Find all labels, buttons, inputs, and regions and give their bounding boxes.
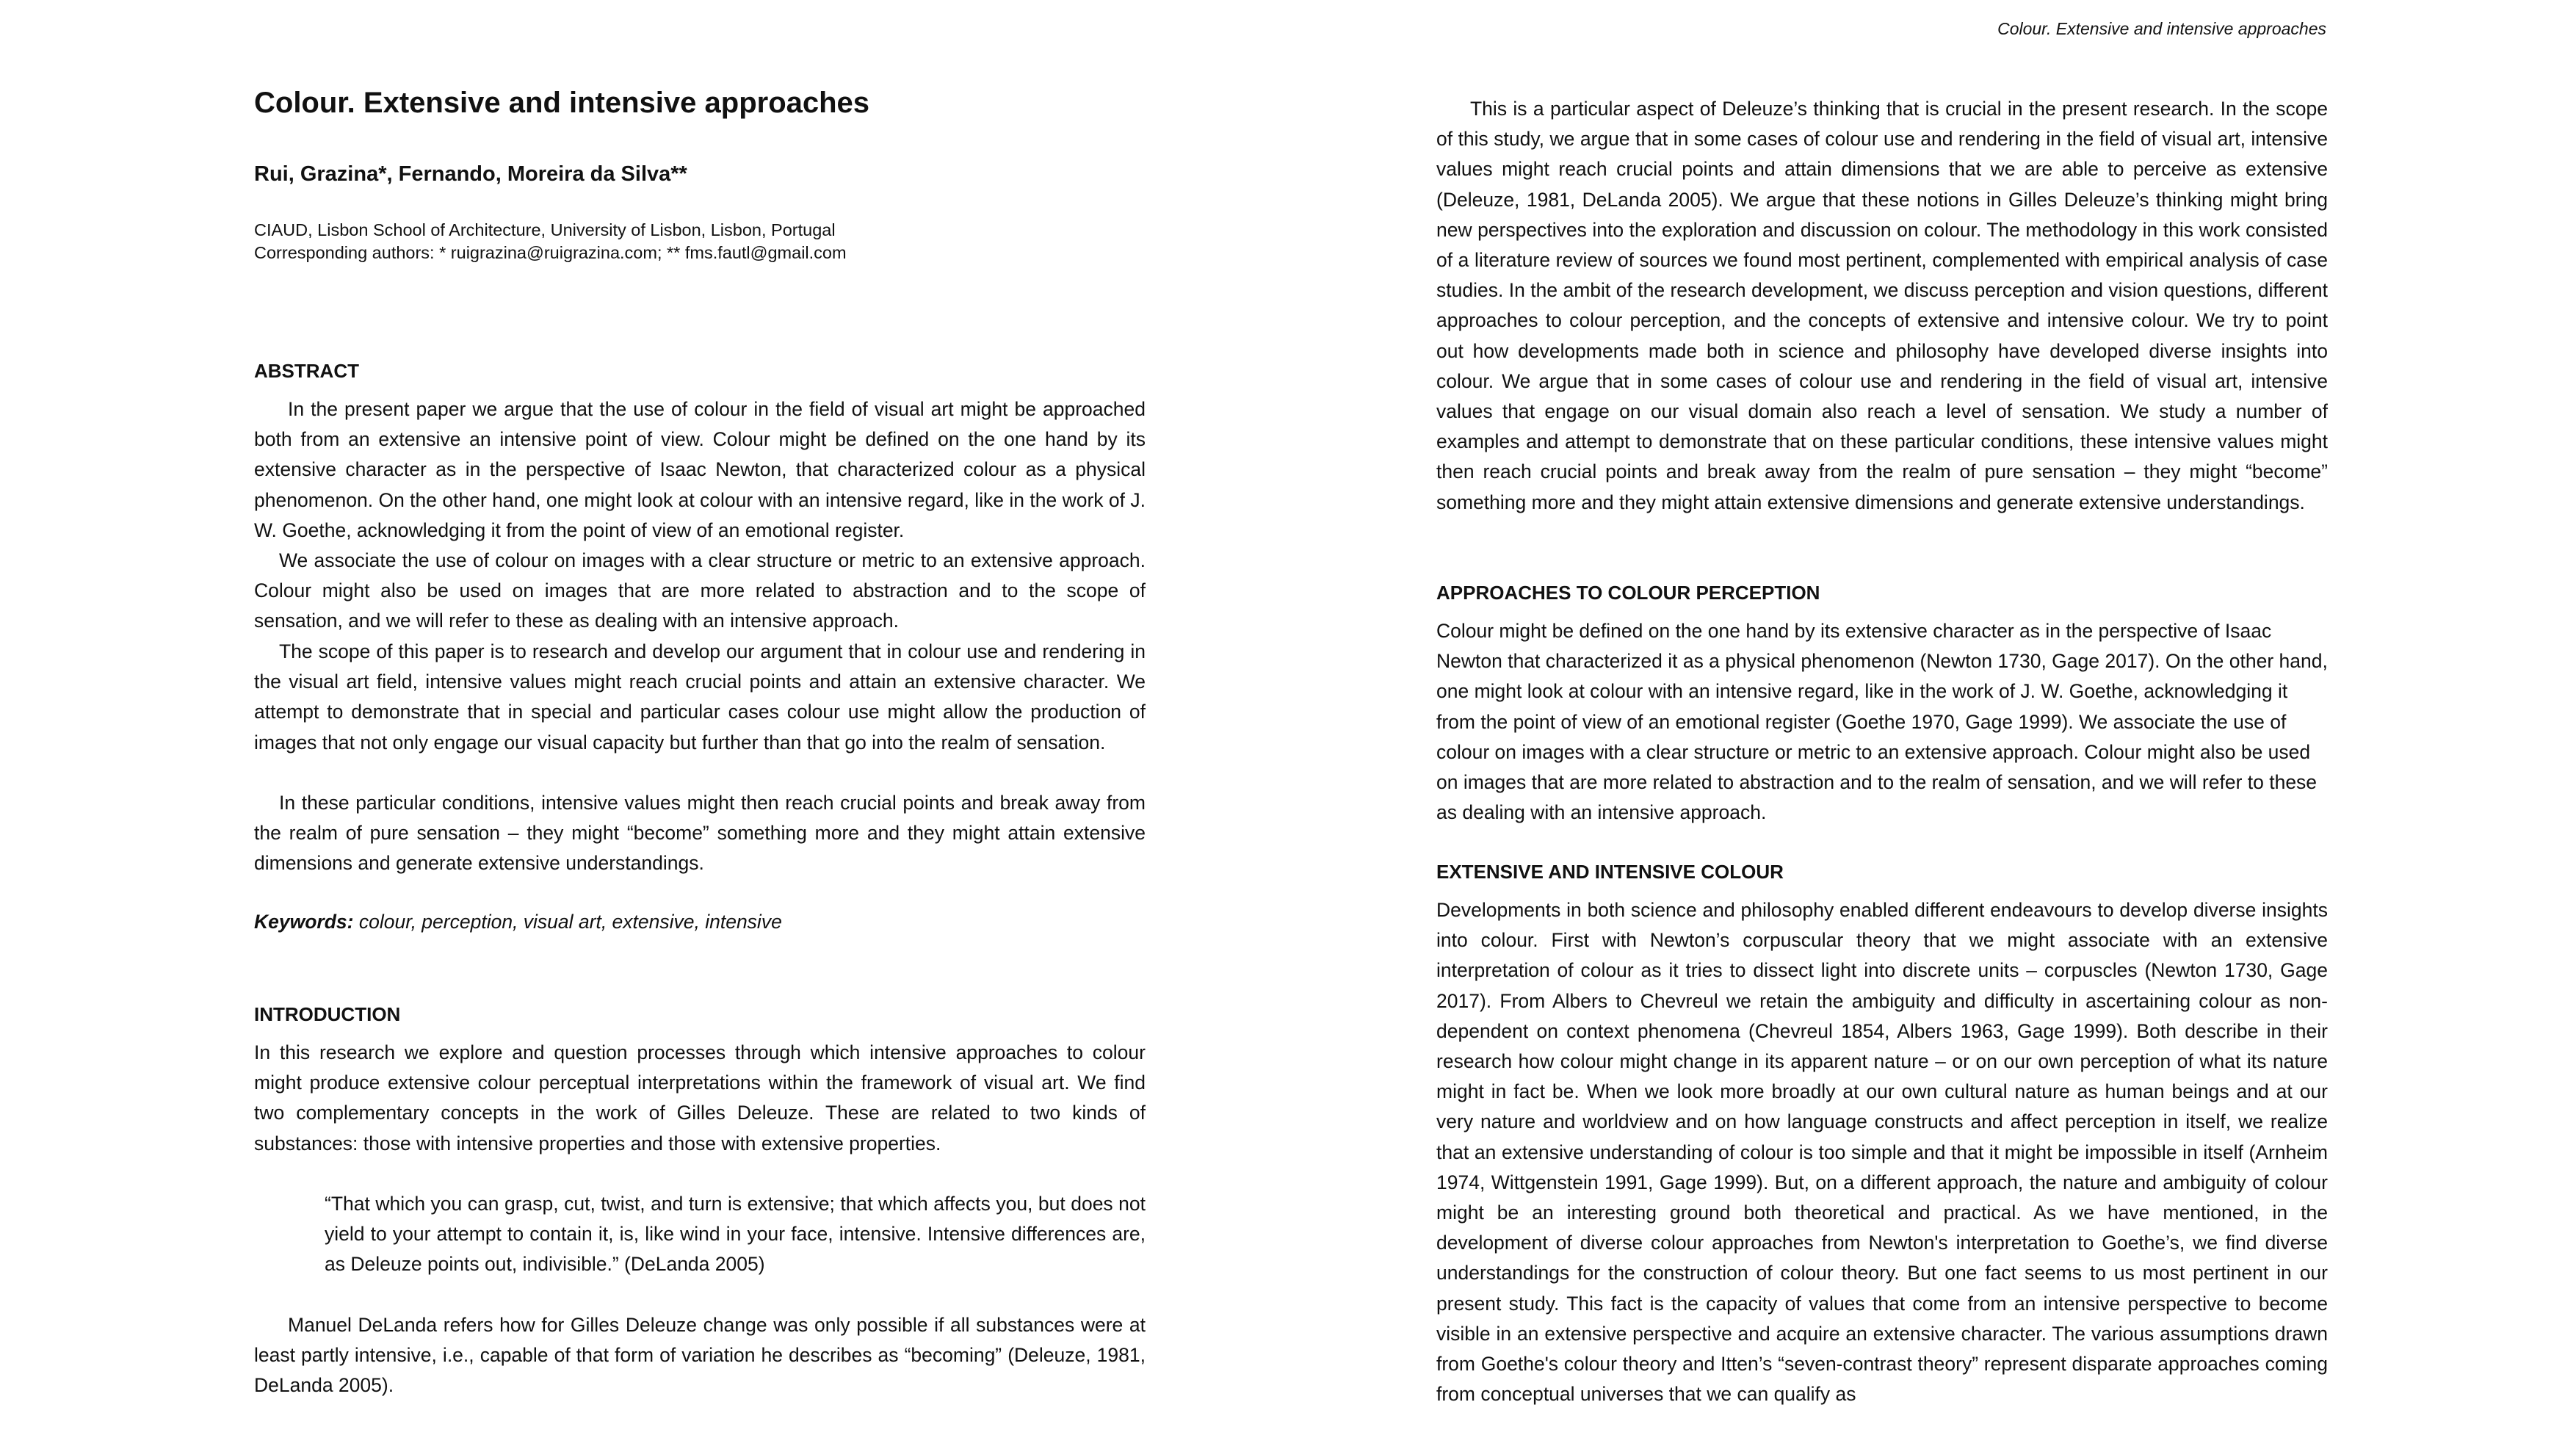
introduction-paragraph-2: Manuel DeLanda refers how for Gilles Deleuze change was only possible if all substances were at least partly intensive, i.e., capable of that form of variation he describes as “becoming” (Deleuze, 1981, DeLanda 2005). bbox=[254, 1314, 1146, 1397]
running-header: Colour. Extensive and intensive approaches bbox=[1997, 19, 2326, 38]
approaches-heading: APPROACHES TO COLOUR PERCEPTION bbox=[1436, 582, 1820, 604]
authors: Rui, Grazina*, Fernando, Moreira da Silva** bbox=[254, 162, 687, 186]
corresponding-authors: Corresponding authors: * ruigrazina@ruigrazina.com; ** fms.fautl@gmail.com bbox=[254, 243, 847, 262]
abstract-heading: ABSTRACT bbox=[254, 360, 359, 382]
extensive-intensive-paragraph: Developments in both science and philosophy enabled different endeavours to develop diverse insights into colour. First with Newton’s corpuscular theory that we might associate with an extensive interpretation of colour as it tries to dissect light into discrete units – corpuscles (Newton 1730, Gage 2017). From Albers to Chevreul we retain the ambiguity and difficulty in ascertaining colour as non-dependent on context phenomena (Chevreul 1854, Albers 1963, Gage 1999). Both describe in their research how colour might change in its apparent nature – or on our own perception of what its nature might in fact be. When we look more broadly at our own cultural nature as human beings and at our very nature and worldview and on how language constructs and affect perception in itself, we realize that an extensive understanding of colour is too simple and that it might be impossible in itself (Arnheim 1974, Wittgenstein 1991, Gage 1999). But, on a different approach, the nature and ambiguity of colour might be an interesting ground both theoretical and practical. As we have mentioned, in the development of diverse colour approaches from Newton's interpretation to Goethe’s, we find diverse understandings for the construction of colour theory. But one fact seems to us most pertinent in our present study. This fact is the capacity of values that come from an intensive perspective to become visible in an extensive perspective and acquire an extensive character. The various assumptions drawn from Goethe's colour theory and Itten’s “seven-contrast theory” represent disparate approaches coming from conceptual universes that we can qualify as bbox=[1436, 899, 2328, 1406]
paper-title: Colour. Extensive and intensive approaches bbox=[254, 87, 870, 119]
abstract-paragraph-3: The scope of this paper is to research and develop our argument that in colour use and rendering in the visual art field, intensive values might reach crucial points and attain an extensive character. We attempt to demonstrate that in special and particular cases colour use might allow the production of images that not only engage our visual capacity but further than that go into the realm of sensation. bbox=[254, 640, 1146, 754]
keywords-label: Keywords: bbox=[254, 911, 354, 933]
abstract-paragraph-1: In the present paper we argue that the use of colour in the field of visual art might be approached both from an extensive an intensive point of view. Colour might be defined on the one hand by its extensive character as in the perspective of Isaac Newton, that characterized colour as a physical phenomenon. On the other hand, one might look at colour with an intensive regard, like in the work of J. W. Goethe, acknowledging it from the point of view of an emotional register. bbox=[254, 398, 1146, 541]
introduction-paragraph-1: In this research we explore and question processes through which intensive approaches to colour might produce extensive colour perceptual interpretations within the framework of visual art. We find two complementary concepts in the work of Gilles Deleuze. These are related to two kinds of substances: those with intensive properties and those with extensive properties. bbox=[254, 1041, 1146, 1154]
keywords-text: colour, perception, visual art, extensive, intensive bbox=[358, 911, 782, 933]
right-paragraph-1: This is a particular aspect of Deleuze’s thinking that is crucial in the present research. In the scope of this study, we argue that in some cases of colour use and rendering in the field of visual art, intensive values might reach crucial points and attain dimensions that we are able to perceive as extensive (Deleuze, 1981, DeLanda 2005). We argue that these notions in Gilles Deleuze’s thinking might bring new perspectives into the exploration and discussion on colour. The methodology in this work consisted of a literature review of sources we found most pertinent, complemented with empirical analysis of case studies. In the ambit of the research development, we discuss perception and vision questions, different approaches to colour perception, and the concepts of extensive and intensive colour. We try to point out how developments made both in science and philosophy have developed diverse insights into colour. We argue that in some cases of colour use and rendering in the field of visual art, intensive values that engage on our visual domain also reach a level of sensation. We study a number of examples and attempt to demonstrate that on these particular conditions, these intensive values might then reach crucial points and break away from the realm of pure sensation – they might “become” something more and they might attain extensive dimensions and generate extensive understandings. bbox=[1436, 98, 2328, 513]
keywords bbox=[254, 911, 782, 933]
extensive-intensive-heading: EXTENSIVE AND INTENSIVE COLOUR bbox=[1436, 861, 1784, 883]
abstract-paragraph-4: In these particular conditions, intensive values might then reach crucial points and break away from the realm of pure sensation – they might “become” something more and they might attain extensive dimensions and generate extensive understandings. bbox=[254, 792, 1146, 875]
abstract-paragraph-2: We associate the use of colour on images with a clear structure or metric to an extensive approach. Colour might also be used on images that are more related to abstraction and to the scope of sensation, and we will refer to these as dealing with an intensive approach. bbox=[254, 549, 1146, 632]
affiliation: CIAUD, Lisbon School of Architecture, University of Lisbon, Lisbon, Portugal bbox=[254, 220, 836, 239]
block-quote: “That which you can grasp, cut, twist, and turn is extensive; that which affects you, but does not yield to your attempt to contain it, is, like wind in your face, intensive. Intensive differences are, as Deleuze points out, indivisible.” (DeLanda 2005) bbox=[325, 1193, 1146, 1276]
introduction-heading: INTRODUCTION bbox=[254, 1003, 401, 1025]
approaches-paragraph: Colour might be defined on the one hand by its extensive character as in the perspective of Isaac Newton that characterized it as a physical phenomenon (Newton 1730, Gage 2017). On the other hand, one might look at colour with an intensive regard, like in the work of J. W. Goethe, acknowledging it from the point of view of an emotional register (Goethe 1970, Gage 1999). We associate the use of colour on images with a clear structure or metric to an extensive approach. Colour might also be used on images that are more related to abstraction and to the realm of sensation, and we will refer to these as dealing with an intensive approach. bbox=[1436, 620, 2328, 824]
